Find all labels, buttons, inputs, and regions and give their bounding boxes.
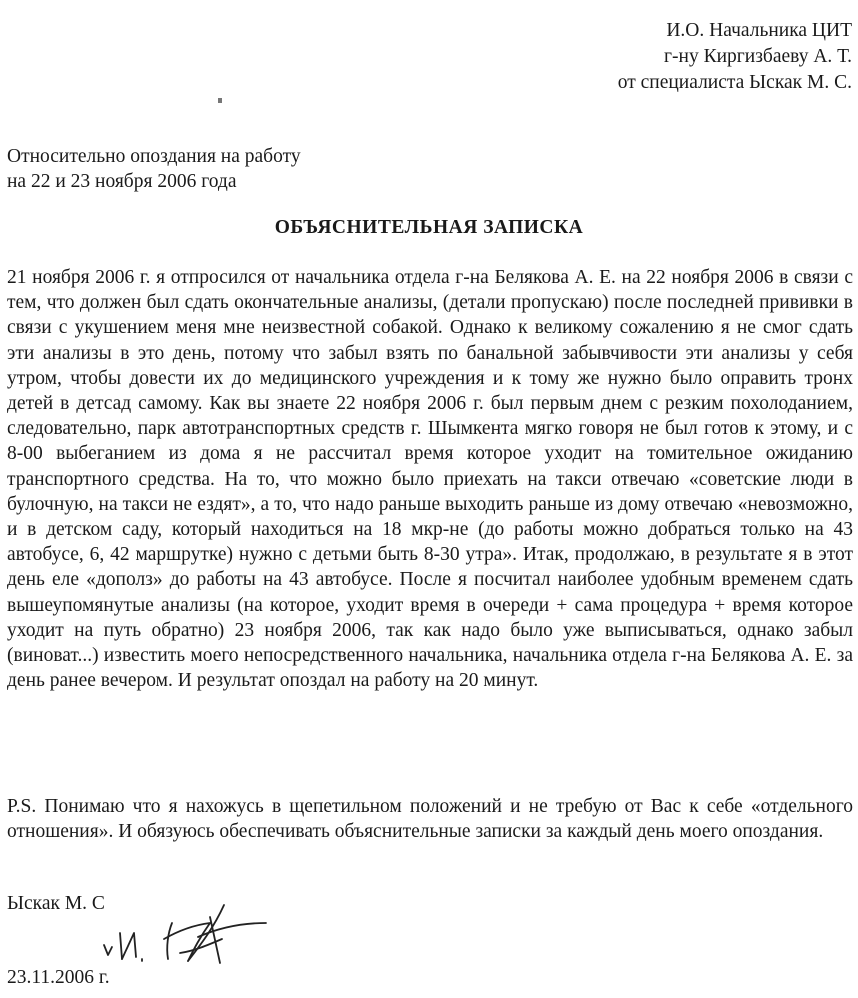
main-paragraph: 21 ноября 2006 г. я отпросился от начальника отдела г-на Белякова А. Е. на 22 ноября 2006 в связи с тем, что должен был сдать окончательные анализы, (детали пропускаю) после последней прививки в связи с укушением меня мне неизвестной собакой. Однако к великому сожалению я не смог сдать эти анализы в это день, потому что забыл взять по банальной забывчивости эти анализы у себя утром, чтобы довести их до медицинского учреждения и к тому же нужно было оправить тронх детей в детсад самому. Как вы знаете 22 ноября 2006 г. был первым днем с резким похолоданием, следовательно, парк автотранспортных средств г. Шымкента мягко говоря не был готов к этому, и с 8-00 выбеганием из дома я не рассчитал время которое уходит на томительное ожиданию транспортного средства. На то, что можно было приехать на такси отвечаю «советские люди в булочную, на такси не ездят», а то, что надо раньше выходить раньше из дому отвечаю «невозможно, и в детском саду, который находиться на 18 мкр-не (до работы можно добраться только на 43 автобусе, 6, 42 маршрутке) нужно с детьми быть 8-30 утра». Итак, продолжаю, в результате я в этот день еле «дополз» до работы на 43 автобусе. После я посчитал наиболее удобным временем сдать вышеупомянутые анализы (на которое, уходит время в очереди + сама процедура + время которое уходит на путь обратно) 23 ноября 2006, так как надо было уже выписываться, однако забыл (виноват...) известить моего непосредственного начальника, начальника отдела г-на Белякова А. Е. за день ранее вечером. И результат опоздал на работу на 20 минут. [7, 267, 853, 692]
subject-line-1: Относительно опоздания на работу [7, 146, 301, 167]
subject-line-2: на 22 и 23 ноября 2006 года [7, 171, 237, 192]
scan-speck [218, 98, 222, 103]
subject-block [7, 144, 301, 194]
document-date: 23.11.2006 г. [7, 967, 110, 988]
addressee-name: г-ну Киргизбаеву А. Т. [664, 46, 852, 67]
document-title: ОБЪЯСНИТЕЛЬНАЯ ЗАПИСКА [274, 217, 584, 238]
sender-line: от специалиста Ыскак М. С. [617, 72, 852, 93]
handwritten-signature [98, 893, 278, 973]
postscript-paragraph: P.S. Понимаю что я нахожусь в щепетильном положений и не требую от Вас к себе «отдельного отношения». И обязуюсь обеспечивать объяснительные записки за каждый день моего опоздания. [7, 796, 853, 843]
addressee-block [618, 18, 852, 96]
addressee-position: И.О. Начальника ЦИТ [666, 20, 852, 41]
signer-name: Ыскак М. С [7, 893, 105, 914]
